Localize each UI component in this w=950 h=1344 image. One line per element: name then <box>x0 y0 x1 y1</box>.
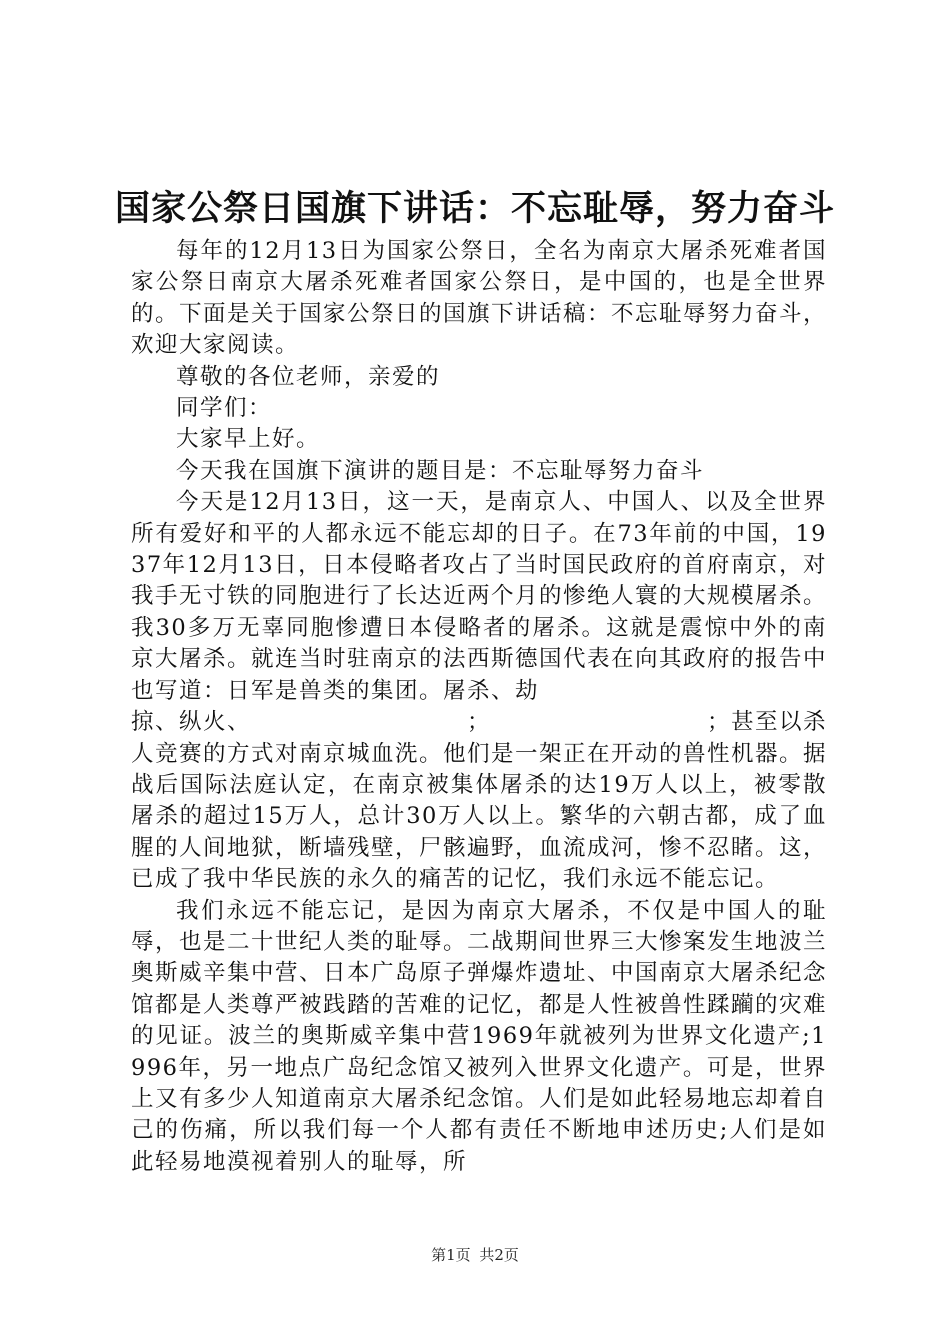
greeting-line: 大家早上好。 <box>176 426 321 453</box>
page-title: 国家公祭日国旗下讲话：不忘耻辱，努力奋斗 <box>114 189 835 229</box>
salutation-line: 尊敬的各位老师，亲爱的 <box>176 363 441 390</box>
topic-line: 今天我在国旗下演讲的题目是：不忘耻辱努力奋斗 <box>176 457 705 484</box>
paragraph-1: 今天是12月13日，这一天，是南京人、中国人、以及全世界所有爱好和平的人都永远不能忘却的日子。在73年前的中国，1937年12月13日，日本侵略者攻占了当时国民政府的首府南京，对我手无寸铁的同胞进行了长达近两个月的惨绝人寰的大规模屠杀。我30多万无辜同胞惨遭日本侵略者的屠杀。这就是震惊中外的南京大屠杀。就连当时驻南京的法西斯德国代表在向其政府的报告中也写道：日军是兽类的集团。屠杀、劫 <box>131 489 828 704</box>
page-total: 共2页 <box>479 1246 519 1264</box>
gap-segment-3: ；甚至以杀 <box>706 709 827 736</box>
paragraph-1-continued: 人竞赛的方式对南京城血洗。他们是一架正在开动的兽性机器。据战后国际法庭认定，在南京被集体屠杀的达19万人以上，被零散屠杀的超过15万人，总计30万人以上。繁华的六朝古都，成了血腥的人间地狱，断墙残壁，尸骸遍野，血流成河，惨不忍睹。这，已成了我中华民族的永久的痛苦的记忆，我们永远不能忘记。 <box>131 740 828 893</box>
gap-segment-2: ； <box>466 709 491 736</box>
page-footer <box>0 1245 950 1265</box>
paragraph-1-gap-line <box>131 707 827 738</box>
intro-paragraph: 每年的12月13日为国家公祭日，全名为南京大屠杀死难者国家公祭日南京大屠杀死难者国家公祭日，是中国的，也是全世界的。下面是关于国家公祭日的国旗下讲话稿：不忘耻辱努力奋斗，欢迎大家阅读。 <box>131 238 828 359</box>
document-body <box>131 236 827 1178</box>
page-number: 第1页 <box>431 1246 471 1264</box>
paragraph-2: 我们永远不能忘记，是因为南京大屠杀，不仅是中国人的耻辱，也是二十世纪人类的耻辱。二战期间世界三大惨案发生地波兰奥斯威辛集中营、日本广岛原子弹爆炸遗址、中国南京大屠杀纪念馆都是人类尊严被践踏的苦难的记忆，都是人性被兽性蹂躏的灾难的见证。波兰的奥斯威辛集中营1969年就被列为世界文化遗产;1996年，另一地点广岛纪念馆又被列入世界文化遗产。可是，世界上又有多少人知道南京大屠杀纪念馆。人们是如此轻易地忘却着自己的伤痛，所以我们每一个人都有责任不断地申述历史;人们是如此轻易地漠视着别人的耻辱，所 <box>131 897 828 1175</box>
gap-segment-1: 掠、纵火、 <box>131 709 252 736</box>
salutation-line-2: 同学们： <box>176 395 273 422</box>
